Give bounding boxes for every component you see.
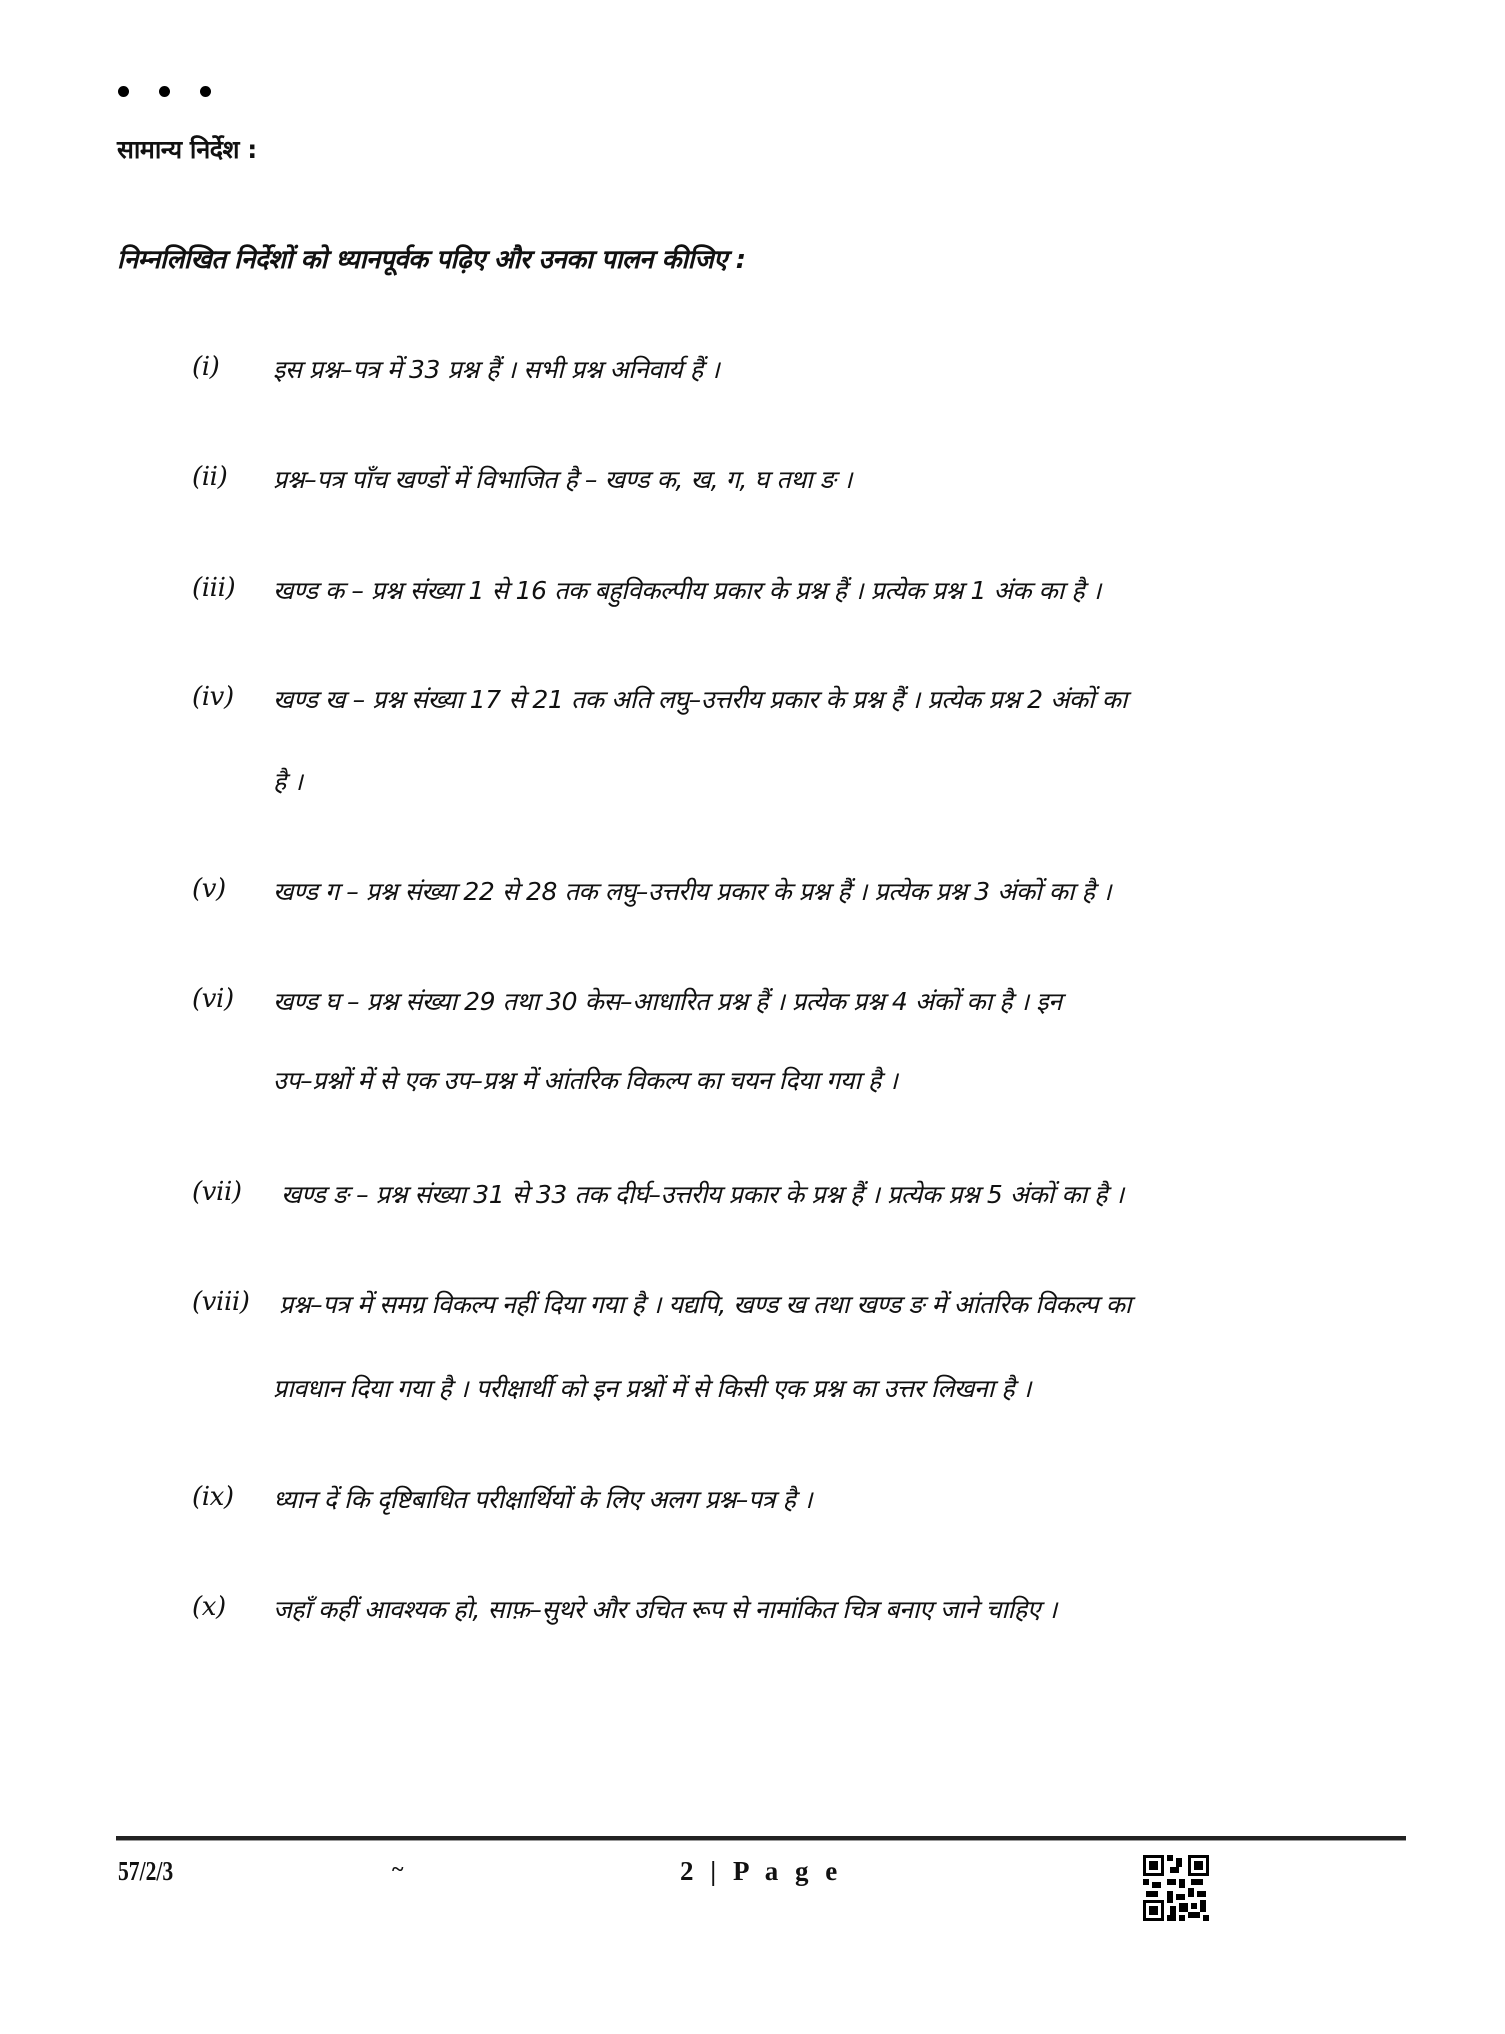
paper-code: 57/2/3 [118, 1856, 174, 1886]
dot-icon [159, 86, 170, 97]
item-label: (viii) [192, 1287, 250, 1317]
item-text: खण्ड क – प्रश्न संख्या 1 से 16 तक बहुविकल्पीय प्रकार के प्रश्न हैं । प्रत्येक प्रश्न 1 अंक का है । [273, 576, 1101, 605]
item-continuation: है । [273, 767, 303, 796]
qr-code-icon [1143, 1855, 1209, 1921]
item-text: प्रश्न–पत्र पाँच खण्डों में विभाजित है – खण्ड क, ख, ग, घ तथा ङ । [273, 465, 852, 494]
item-label: (x) [192, 1592, 226, 1622]
page-number: 2 | P a g e [680, 1856, 843, 1886]
item-text: ध्यान दें कि दृष्टिबाधित परीक्षार्थियों के लिए अलग प्रश्न–पत्र है । [273, 1485, 813, 1514]
item-text: खण्ड घ – प्रश्न संख्या 29 तथा 30 केस–आधारित प्रश्न हैं । प्रत्येक प्रश्न 4 अंकों का है । इन [273, 987, 1062, 1016]
item-label: (iii) [192, 573, 236, 603]
item-text: जहाँ कहीं आवश्यक हो, साफ़–सुथरे और उचित रूप से नामांकित चित्र बनाए जाने चाहिए । [273, 1595, 1057, 1624]
footer-tilde: ~ [392, 1856, 404, 1881]
item-text: खण्ड ग – प्रश्न संख्या 22 से 28 तक लघु–उत्तरीय प्रकार के प्रश्न हैं । प्रत्येक प्रश्न 3 अंकों का है । [273, 877, 1112, 906]
item-text: प्रश्न–पत्र में समग्र विकल्प नहीं दिया गया है । यद्यपि, खण्ड ख तथा खण्ड ङ में आंतरिक विकल्प का [279, 1290, 1131, 1319]
item-label: (vi) [192, 984, 234, 1014]
item-continuation: उप–प्रश्नों में से एक उप–प्रश्न में आंतरिक विकल्प का चयन दिया गया है । [273, 1066, 898, 1095]
dot-icon [118, 86, 129, 97]
footer-divider [116, 1836, 1406, 1841]
item-label: (vii) [192, 1177, 242, 1207]
item-label: (ix) [192, 1482, 234, 1512]
item-label: (v) [192, 874, 226, 904]
item-text: इस प्रश्न–पत्र में 33 प्रश्न हैं । सभी प्रश्न अनिवार्य हैं । [273, 355, 720, 384]
item-continuation: प्रावधान दिया गया है । परीक्षार्थी को इन प्रश्नों में से किसी एक प्रश्न का उत्तर लिखना है । [273, 1374, 1031, 1403]
item-label: (iv) [192, 682, 234, 712]
page-title: सामान्य निर्देश : [117, 135, 257, 164]
dot-icon [200, 86, 211, 97]
bullet-dots [118, 86, 211, 97]
item-text: खण्ड ङ – प्रश्न संख्या 31 से 33 तक दीर्घ–उत्तरीय प्रकार के प्रश्न हैं । प्रत्येक प्रश्न 5 अंकों का है । [281, 1180, 1124, 1209]
intro-text: निम्नलिखित निर्देशों को ध्यानपूर्वक पढ़िए और उनका पालन कीजिए : [117, 245, 746, 275]
item-text: खण्ड ख – प्रश्न संख्या 17 से 21 तक अति लघु–उत्तरीय प्रकार के प्रश्न हैं । प्रत्येक प्रश्न 2 अंकों का [273, 685, 1127, 714]
item-label: (ii) [192, 462, 228, 492]
item-label: (i) [192, 352, 220, 382]
